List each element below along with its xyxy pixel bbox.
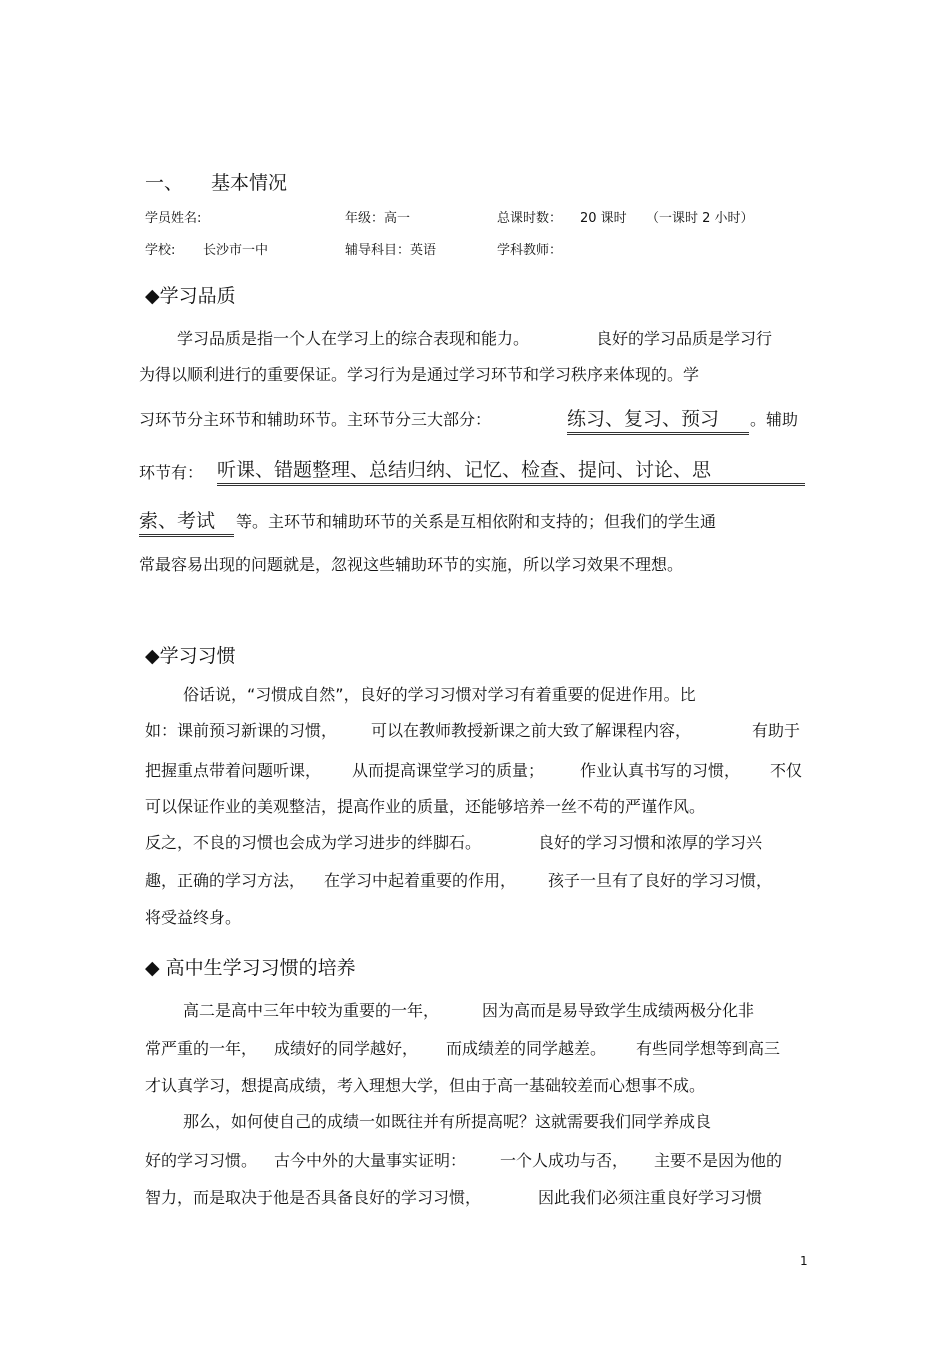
paragraph-line: 将受益终身。 [145, 908, 242, 927]
paragraph-line: 才认真学习，想提高成绩，考入理想大学，但由于高一基础较差而心想事不成。 [145, 1076, 706, 1095]
paragraph-line: 从而提高课堂学习的质量； [352, 761, 545, 780]
paragraph-line: 那么，如何使自己的成绩一如既往并有所提高呢？这就需要我们同学养成良 [183, 1112, 712, 1131]
paragraph-line: 成绩好的同学越好， [274, 1039, 419, 1058]
total-hours-label: 总课时数： [497, 211, 563, 226]
paragraph-line: 常最容易出现的问题就是，忽视这些辅助环节的实施，所以学习效果不理想。 [139, 555, 684, 574]
paragraph-line: 为得以顺利进行的重要保证。学习行为是通过学习环节和学习秩序来体现的。学 [139, 365, 700, 384]
school-label: 学校: [145, 243, 176, 258]
paragraph-line: 环节有： [139, 463, 204, 482]
paragraph-line: 学习品质是指一个人在学习上的综合表现和能力。 [177, 329, 530, 348]
aux-steps-fill-continued: 索、考试 [139, 506, 234, 537]
paragraph-line: 不仅 [770, 761, 803, 780]
paragraph-line: 高二是高中三年中较为重要的一年， [183, 1001, 440, 1020]
paragraph-line: 而成绩差的同学越差。 [446, 1039, 607, 1058]
paragraph-line: 因此我们必须注重良好学习习惯 [538, 1188, 763, 1207]
paragraph-line: 智力，而是取决于他是否具备良好的学习习惯， [145, 1188, 482, 1207]
main-steps-fill: 练习、复习、预习 [567, 404, 749, 435]
paragraph-line: 主要不是因为他的 [654, 1151, 783, 1170]
section-title-learning-habits: ◆学习习惯 [145, 645, 236, 667]
paragraph-line: 可以在教师教授新课之前大致了解课程内容， [371, 721, 692, 740]
paragraph-line: 等。主环节和辅助环节的关系是互相依附和支持的；但我们的学生通 [236, 512, 717, 531]
student-name-label: 学员姓名: [145, 211, 202, 226]
school-value: 长沙市一中 [203, 243, 269, 258]
paragraph-line: 。辅助 [750, 410, 799, 429]
paragraph-line: 可以保证作业的美观整洁，提高作业的质量，还能够培养一丝不苟的严谨作风。 [145, 797, 706, 816]
aux-steps-fill: 听课、错题整理、总结归纳、记忆、检查、提问、讨论、思 [217, 455, 805, 486]
paragraph-line: 反之，不良的习惯也会成为学习进步的绊脚石。 [145, 833, 482, 852]
grade-label: 年级：高一 [345, 211, 411, 226]
paragraph-line: 如：课前预习新课的习惯， [145, 721, 338, 740]
paragraph-line: 有助于 [752, 721, 801, 740]
heading-number: 一、 [145, 172, 184, 194]
paragraph-line: 良好的学习习惯和浓厚的学习兴 [538, 833, 763, 852]
paragraph-line: 孩子一旦有了良好的学习习惯， [548, 871, 773, 890]
subject-label: 辅导科目：英语 [345, 243, 437, 258]
paragraph-line: 好的学习习惯。 [145, 1151, 258, 1170]
paragraph-line: 习环节分主环节和辅助环节。主环节分三大部分： [139, 410, 492, 429]
paragraph-line: 在学习中起着重要的作用， [324, 871, 517, 890]
heading-title: 基本情况 [211, 172, 288, 194]
paragraph-line: 有些同学想等到高三 [636, 1039, 781, 1058]
page-number: 1 [800, 1254, 808, 1268]
section-title-habit-cultivation: ◆ 高中生学习习惯的培养 [145, 957, 356, 979]
paragraph-line: 良好的学习品质是学习行 [596, 329, 773, 348]
paragraph-line: 常严重的一年， [145, 1039, 258, 1058]
section-title-learning-quality: ◆学习品质 [145, 285, 236, 307]
paragraph-line: 因为高而是易导致学生成绩两极分化非 [482, 1001, 755, 1020]
teacher-label: 学科教师： [497, 243, 563, 258]
paragraph-line: 把握重点带着问题听课， [145, 761, 322, 780]
paragraph-line: 趣，正确的学习方法， [145, 871, 306, 890]
paragraph-line: 作业认真书写的习惯， [580, 761, 741, 780]
paragraph-line: 俗话说，“习惯成自然”，良好的学习习惯对学习有着重要的促进作用。比 [183, 685, 696, 704]
hours-note: （一课时 2 小时） [646, 211, 754, 226]
paragraph-line: 古今中外的大量事实证明： [274, 1151, 467, 1170]
total-hours-value: 20 课时 [580, 211, 627, 226]
paragraph-line: 一个人成功与否， [500, 1151, 629, 1170]
